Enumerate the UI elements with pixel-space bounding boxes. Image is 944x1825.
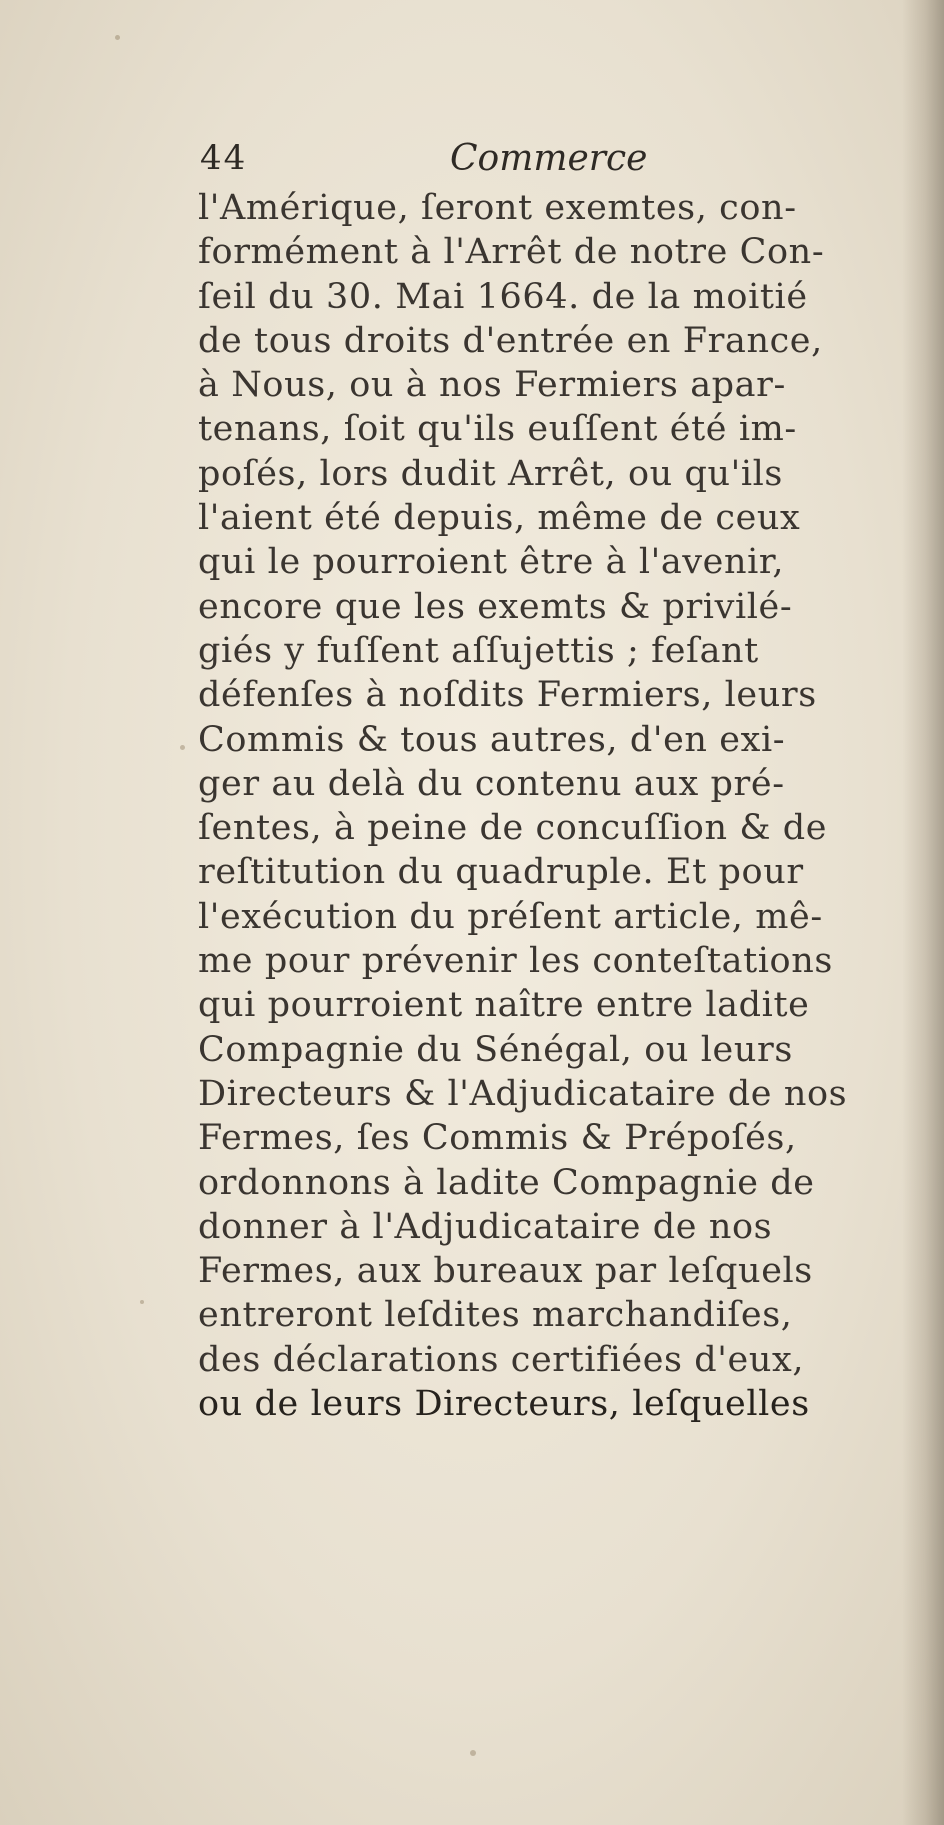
text-line: Compagnie du Sénégal, ou leurs: [198, 1029, 793, 1070]
text-line: l'exécution du préſent article, mê-: [198, 896, 823, 937]
paper-speck: [115, 35, 120, 40]
paper-speck: [470, 1750, 476, 1756]
text-line: poſés, lors dudit Arrêt, ou qu'ils: [198, 453, 783, 494]
text-line: Directeurs & l'Adjudicataire de nos: [198, 1073, 848, 1114]
text-line: ger au delà du contenu aux pré-: [198, 763, 785, 804]
text-line: reſtitution du quadruple. Et pour: [198, 852, 804, 893]
text-line: ſeil du 30. Mai 1664. de la moitié: [198, 276, 808, 317]
text-line: Commis & tous autres, d'en exi-: [198, 719, 786, 760]
text-line: défenſes à noſdits Fermiers, leurs: [198, 675, 817, 716]
text-line: de tous droits d'entrée en France,: [198, 320, 823, 361]
text-line: ſentes, à peine de concuſſion & de: [198, 808, 828, 849]
text-line: donner à l'Adjudicataire de nos: [198, 1206, 773, 1247]
running-title: Commerce: [450, 138, 648, 179]
text-line: Fermes, aux bureaux par leſquels: [198, 1251, 813, 1292]
text-line: l'aient été depuis, même de ceux: [198, 498, 801, 539]
text-line: à Nous, ou à nos Fermiers apar-: [198, 365, 786, 406]
paper-speck: [180, 745, 185, 750]
text-line: me pour prévenir les conteſtations: [198, 941, 833, 982]
paper-speck: [140, 1300, 144, 1304]
text-line: ou de leurs Directeurs, leſquelles: [198, 1384, 810, 1425]
text-line: formément à l'Arrêt de notre Con-: [198, 232, 825, 273]
page-header: [200, 138, 760, 182]
text-line: qui le pourroient être à l'avenir,: [198, 542, 785, 583]
text-line: tenans, ſoit qu'ils euſſent été im-: [198, 409, 797, 450]
body-text: [198, 186, 943, 1426]
text-line: encore que les exemts & privilé-: [198, 586, 793, 627]
page-number: 44: [200, 138, 248, 178]
text-line: l'Amérique, ſeront exemtes, con-: [198, 188, 797, 228]
text-line: des déclarations certifiées d'eux,: [198, 1339, 805, 1380]
text-line: ordonnons à ladite Compagnie de: [198, 1162, 815, 1203]
text-line: qui pourroient naître entre ladite: [198, 985, 810, 1026]
text-line: entreront leſdites marchandiſes,: [198, 1295, 793, 1336]
text-line: giés y fuſſent aſſujettis ; feſant: [198, 630, 759, 671]
text-line: Fermes, ſes Commis & Prépoſés,: [198, 1118, 797, 1159]
